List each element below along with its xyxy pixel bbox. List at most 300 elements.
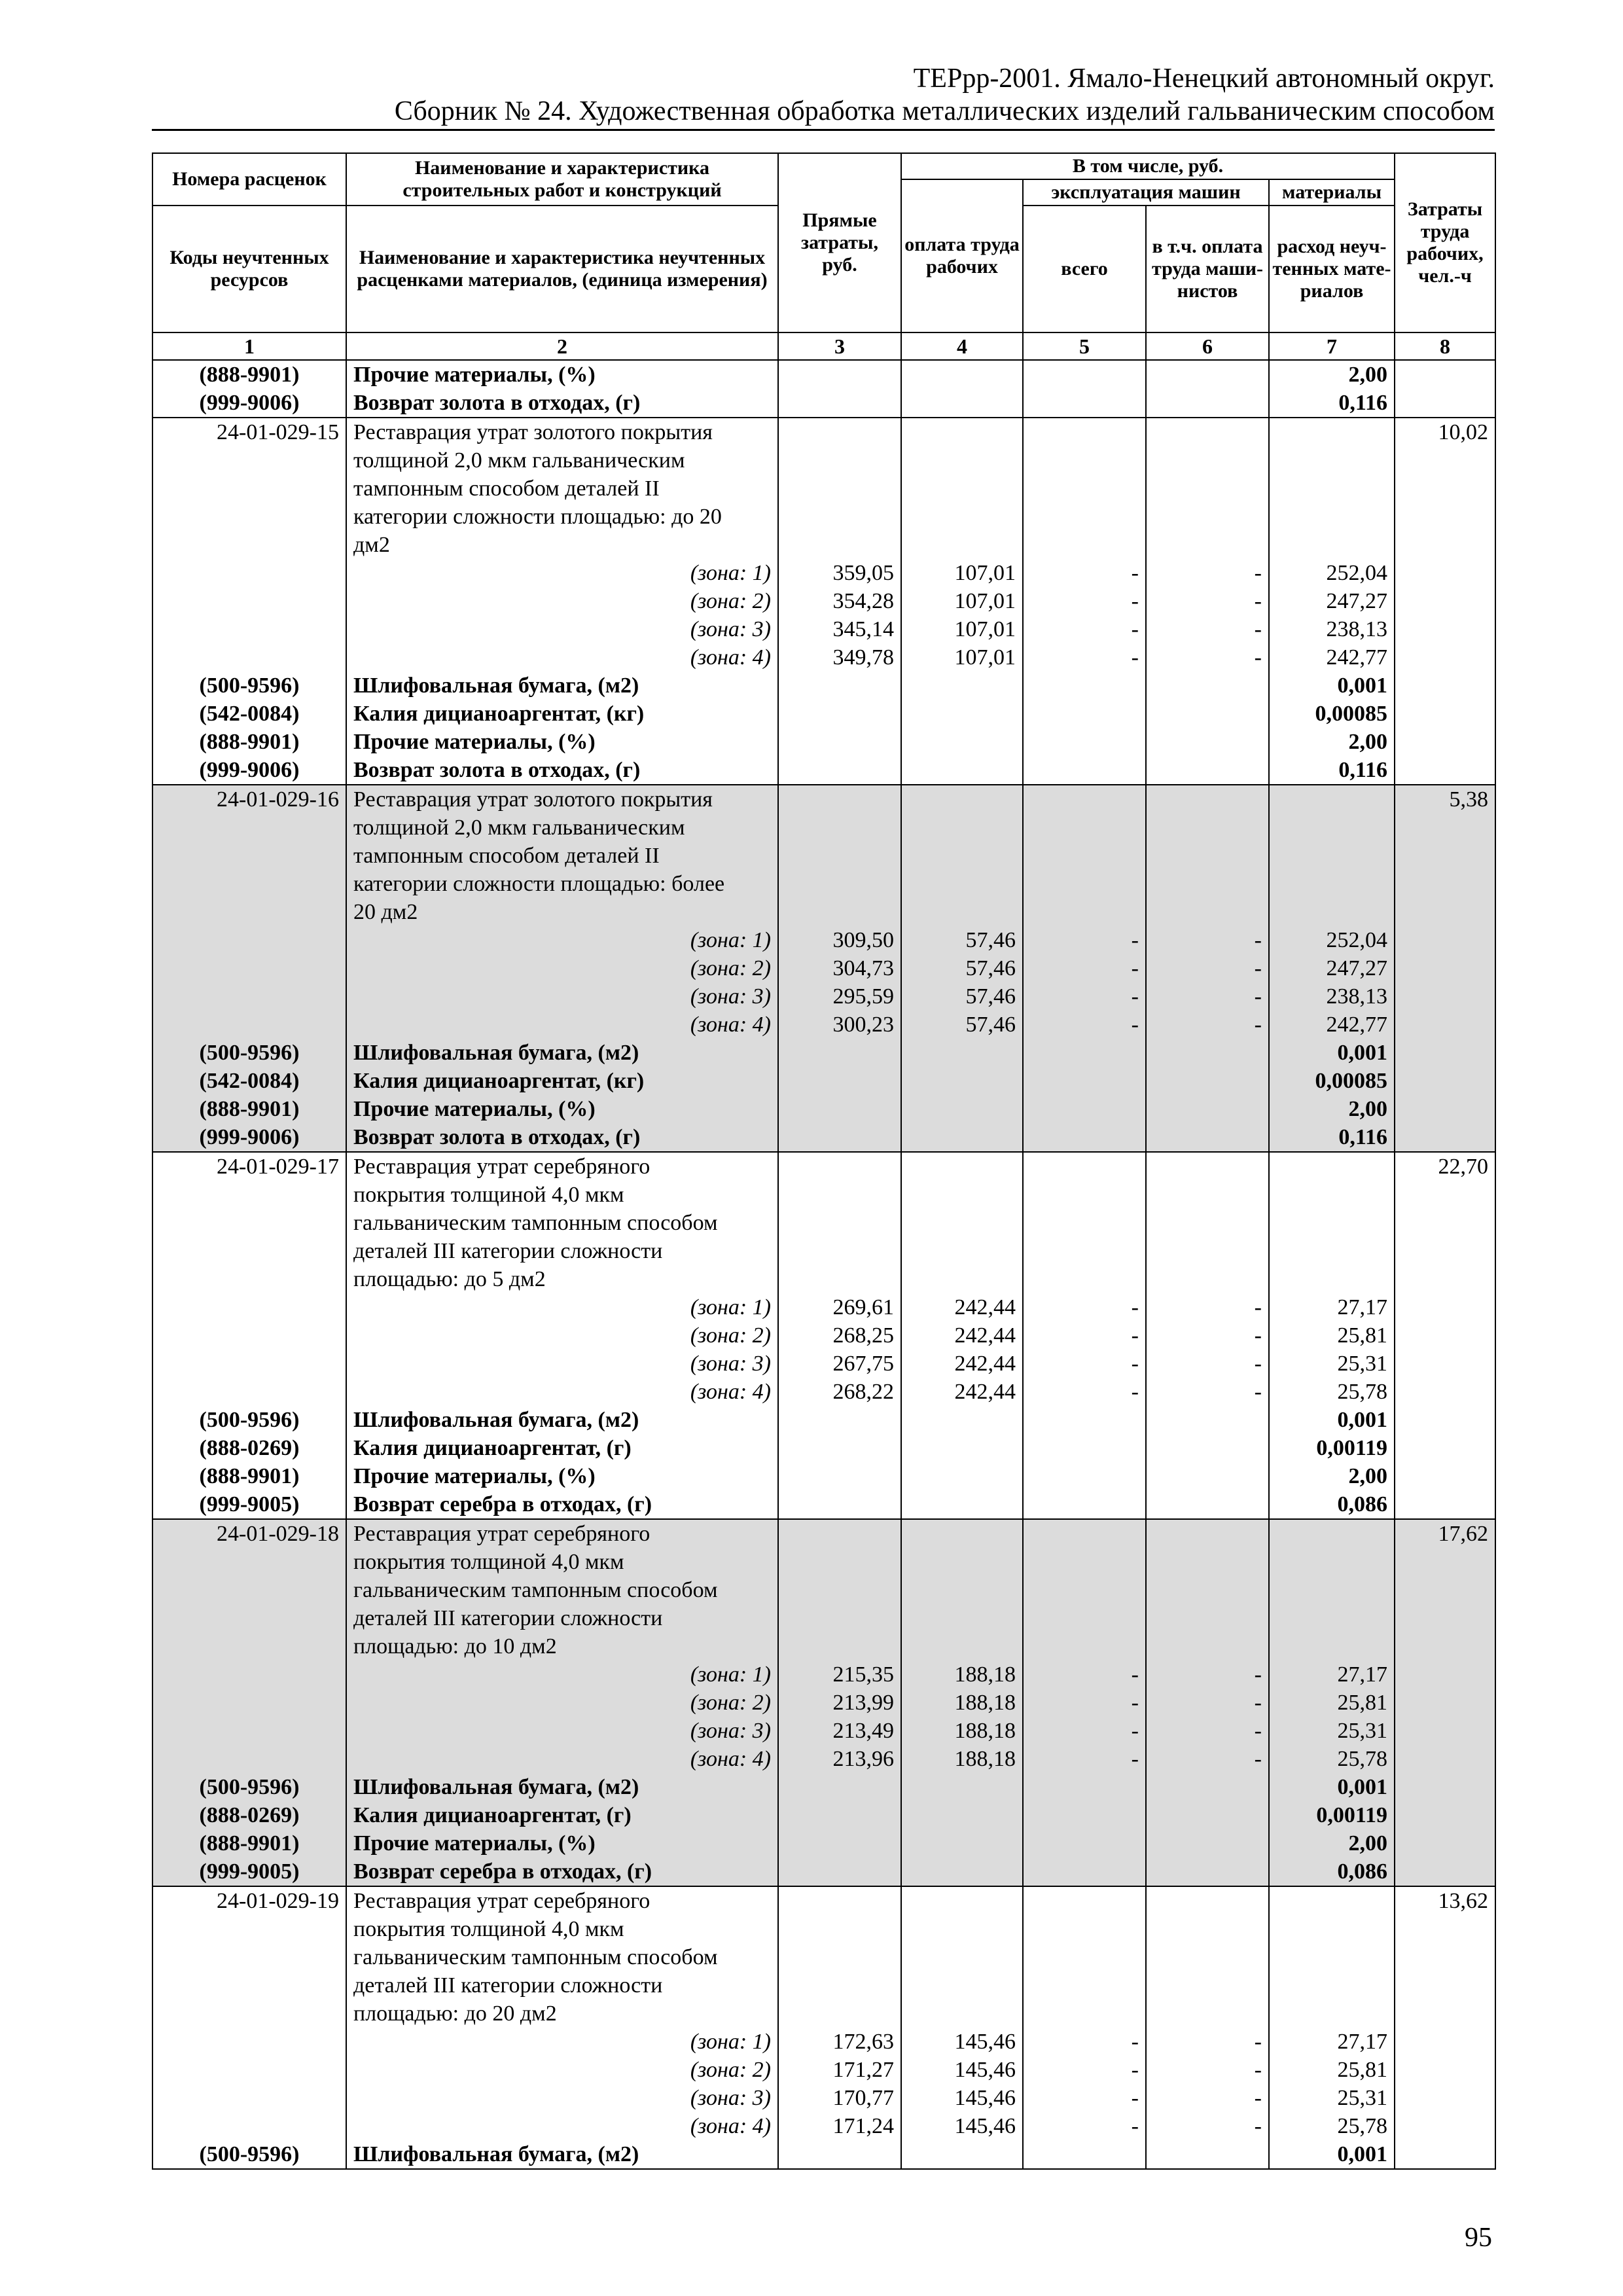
materials-cost: 25,31 [1269, 1350, 1395, 1378]
empty-cell [1395, 615, 1495, 643]
empty-cell [778, 814, 901, 842]
zone-row [152, 615, 1495, 643]
empty-cell [1146, 1237, 1269, 1265]
direct-costs: 354,28 [778, 587, 901, 615]
empty-cell [778, 360, 901, 389]
empty-cell [778, 1095, 901, 1123]
resource-code: (888-0269) [152, 1801, 346, 1829]
worker-pay: 107,01 [901, 615, 1023, 643]
operator-pay: - [1146, 1011, 1269, 1039]
labor-costs: 22,70 [1395, 1152, 1495, 1181]
empty-cell [901, 2140, 1023, 2169]
empty-cell [1023, 360, 1146, 389]
zone-label: (зона: 3) [346, 1350, 778, 1378]
materials-cost: 27,17 [1269, 1660, 1395, 1689]
empty-cell [1269, 1886, 1395, 1915]
zone-label: (зона: 2) [346, 1689, 778, 1717]
zone-label: (зона: 4) [346, 1011, 778, 1039]
empty-cell [1023, 785, 1146, 814]
empty-cell [901, 2000, 1023, 2028]
resource-row [152, 728, 1495, 756]
empty-cell [1395, 1265, 1495, 1293]
resource-row [152, 1095, 1495, 1123]
rate-code: 24-01-029-19 [152, 1886, 346, 1915]
rate-description-line: Реставрация утрат серебряного [346, 1519, 778, 1548]
worker-pay: 242,44 [901, 1350, 1023, 1378]
resource-row [152, 1434, 1495, 1462]
empty-cell [1023, 1095, 1146, 1123]
empty-cell [1395, 700, 1495, 728]
empty-cell [778, 1181, 901, 1209]
rate-row [152, 1886, 1495, 1915]
empty-cell [778, 389, 901, 418]
empty-cell [778, 1265, 901, 1293]
column-number: 6 [1146, 332, 1269, 360]
empty-cell [1146, 1434, 1269, 1462]
header-labor-costs: Затраты труда рабочих, чел.-ч [1395, 153, 1495, 332]
resource-consumption: 0,00119 [1269, 1434, 1395, 1462]
empty-cell [1395, 1095, 1495, 1123]
empty-cell [778, 475, 901, 503]
direct-costs: 349,78 [778, 643, 901, 672]
empty-cell [152, 898, 346, 926]
empty-cell [1395, 1209, 1495, 1237]
zone-label: (зона: 2) [346, 954, 778, 982]
empty-cell [1023, 1886, 1146, 1915]
empty-cell [1023, 1434, 1146, 1462]
resource-consumption: 2,00 [1269, 1829, 1395, 1857]
empty-cell [152, 446, 346, 475]
empty-cell [1023, 418, 1146, 446]
resource-code: (542-0084) [152, 700, 346, 728]
empty-cell [1269, 531, 1395, 559]
machines-total: - [1023, 1745, 1146, 1773]
rate-description-line: гальваническим тампонным способом [346, 1209, 778, 1237]
operator-pay: - [1146, 587, 1269, 615]
empty-cell [901, 700, 1023, 728]
worker-pay: 57,46 [901, 982, 1023, 1011]
empty-cell [1269, 1576, 1395, 1604]
machines-total: - [1023, 982, 1146, 1011]
rate-description-row [152, 1548, 1495, 1576]
empty-cell [778, 728, 901, 756]
empty-cell [1395, 360, 1495, 389]
empty-cell [152, 1971, 346, 2000]
materials-cost: 27,17 [1269, 2028, 1395, 2056]
empty-cell [1395, 1011, 1495, 1039]
operator-pay: - [1146, 982, 1269, 1011]
empty-cell [1395, 1604, 1495, 1632]
empty-cell [152, 1632, 346, 1660]
empty-cell [1146, 389, 1269, 418]
direct-costs: 345,14 [778, 615, 901, 643]
operator-pay: - [1146, 954, 1269, 982]
empty-cell [1269, 814, 1395, 842]
empty-cell [778, 2140, 901, 2169]
empty-cell [152, 1576, 346, 1604]
machines-total: - [1023, 615, 1146, 643]
zone-label: (зона: 3) [346, 615, 778, 643]
empty-cell [1146, 1152, 1269, 1181]
empty-cell [778, 1971, 901, 2000]
direct-costs: 172,63 [778, 2028, 901, 2056]
worker-pay: 107,01 [901, 587, 1023, 615]
materials-cost: 25,78 [1269, 2112, 1395, 2140]
rate-description-row [152, 1915, 1495, 1943]
empty-cell [901, 531, 1023, 559]
empty-cell [1395, 672, 1495, 700]
rate-description-row [152, 1576, 1495, 1604]
direct-costs: 213,49 [778, 1717, 901, 1745]
empty-cell [1146, 1039, 1269, 1067]
direct-costs: 171,27 [778, 2056, 901, 2084]
rate-description-line: площадью: до 5 дм2 [346, 1265, 778, 1293]
empty-cell [901, 475, 1023, 503]
operator-pay: - [1146, 2112, 1269, 2140]
empty-cell [901, 1886, 1023, 1915]
empty-cell [1023, 1067, 1146, 1095]
header-materials: материалы [1269, 179, 1395, 206]
empty-cell [1395, 1462, 1495, 1490]
empty-cell [152, 1293, 346, 1321]
machines-total: - [1023, 2112, 1146, 2140]
operator-pay: - [1146, 2056, 1269, 2084]
empty-cell [901, 842, 1023, 870]
rate-description-line: гальваническим тампонным способом [346, 1576, 778, 1604]
resource-code: (888-9901) [152, 1095, 346, 1123]
materials-cost: 242,77 [1269, 643, 1395, 672]
empty-cell [901, 1576, 1023, 1604]
empty-cell [778, 1067, 901, 1095]
empty-cell [152, 1745, 346, 1773]
resource-code: (888-9901) [152, 1462, 346, 1490]
zone-label: (зона: 3) [346, 982, 778, 1011]
empty-cell [1146, 1915, 1269, 1943]
resource-code: (999-9006) [152, 1123, 346, 1152]
zone-row [152, 1293, 1495, 1321]
worker-pay: 188,18 [901, 1660, 1023, 1689]
header-machine-operation: эксплуатация машин [1023, 179, 1269, 206]
header-rule [152, 129, 1495, 131]
empty-cell [1023, 728, 1146, 756]
operator-pay: - [1146, 1689, 1269, 1717]
empty-cell [778, 503, 901, 531]
operator-pay: - [1146, 559, 1269, 587]
empty-cell [1269, 475, 1395, 503]
direct-costs: 304,73 [778, 954, 901, 982]
resource-name: Возврат золота в отходах, (г) [346, 389, 778, 418]
empty-cell [1395, 2000, 1495, 2028]
zone-label: (зона: 2) [346, 587, 778, 615]
empty-cell [1023, 1971, 1146, 2000]
materials-cost: 247,27 [1269, 954, 1395, 982]
empty-cell [901, 898, 1023, 926]
empty-cell [1395, 898, 1495, 926]
empty-cell [1395, 1490, 1495, 1519]
resource-consumption: 0,00085 [1269, 700, 1395, 728]
empty-cell [1395, 475, 1495, 503]
header-material-name: Наименование и характеристика неучтенных расценками материалов, (единица измерения) [346, 206, 778, 332]
empty-cell [1146, 1943, 1269, 1971]
zone-row [152, 982, 1495, 1011]
resource-name: Возврат серебра в отходах, (г) [346, 1490, 778, 1519]
worker-pay: 57,46 [901, 926, 1023, 954]
empty-cell [1023, 842, 1146, 870]
empty-cell [1146, 1209, 1269, 1237]
empty-cell [1269, 1237, 1395, 1265]
empty-cell [1395, 1660, 1495, 1689]
rate-description-row [152, 1943, 1495, 1971]
empty-cell [1269, 1915, 1395, 1943]
empty-cell [1395, 503, 1495, 531]
header-machines-total: всего [1023, 206, 1146, 332]
column-number: 4 [901, 332, 1023, 360]
empty-cell [1269, 1971, 1395, 2000]
rate-description-line: покрытия толщиной 4,0 мкм [346, 1915, 778, 1943]
empty-cell [1146, 728, 1269, 756]
empty-cell [1395, 587, 1495, 615]
empty-cell [1146, 1548, 1269, 1576]
operator-pay: - [1146, 2084, 1269, 2112]
direct-costs: 268,22 [778, 1378, 901, 1406]
empty-cell [1395, 954, 1495, 982]
zone-label: (зона: 1) [346, 1293, 778, 1321]
empty-cell [778, 1406, 901, 1434]
empty-cell [778, 1490, 901, 1519]
empty-cell [152, 1915, 346, 1943]
resource-code: (500-9596) [152, 1773, 346, 1801]
worker-pay: 57,46 [901, 954, 1023, 982]
zone-row [152, 559, 1495, 587]
empty-cell [778, 1604, 901, 1632]
empty-cell [1395, 1915, 1495, 1943]
empty-cell [901, 446, 1023, 475]
empty-cell [778, 1576, 901, 1604]
empty-cell [1269, 898, 1395, 926]
empty-cell [1395, 1717, 1495, 1745]
empty-cell [1395, 559, 1495, 587]
empty-cell [152, 559, 346, 587]
machines-total: - [1023, 1011, 1146, 1039]
materials-cost: 252,04 [1269, 926, 1395, 954]
machines-total: - [1023, 2056, 1146, 2084]
empty-cell [1269, 842, 1395, 870]
resource-consumption: 0,001 [1269, 672, 1395, 700]
zone-label: (зона: 3) [346, 2084, 778, 2112]
resource-code: (999-9005) [152, 1490, 346, 1519]
rate-description-row [152, 842, 1495, 870]
empty-cell [152, 2056, 346, 2084]
empty-cell [152, 2028, 346, 2056]
resource-consumption: 0,001 [1269, 1406, 1395, 1434]
empty-cell [901, 814, 1023, 842]
machines-total: - [1023, 1717, 1146, 1745]
resource-code: (999-9006) [152, 756, 346, 785]
empty-cell [901, 418, 1023, 446]
empty-cell [1146, 418, 1269, 446]
worker-pay: 57,46 [901, 1011, 1023, 1039]
resource-code: (888-9901) [152, 1829, 346, 1857]
operator-pay: - [1146, 1293, 1269, 1321]
empty-cell [152, 1181, 346, 1209]
empty-cell [1395, 1857, 1495, 1886]
column-number: 1 [152, 332, 346, 360]
machines-total: - [1023, 926, 1146, 954]
resource-consumption: 2,00 [1269, 1095, 1395, 1123]
empty-cell [901, 870, 1023, 898]
empty-cell [1395, 1067, 1495, 1095]
rate-description-row [152, 503, 1495, 531]
resource-consumption: 0,001 [1269, 2140, 1395, 2169]
worker-pay: 145,46 [901, 2084, 1023, 2112]
empty-cell [152, 814, 346, 842]
empty-cell [1146, 1773, 1269, 1801]
rate-description-line: тампонным способом деталей II [346, 842, 778, 870]
empty-cell [778, 870, 901, 898]
empty-cell [1023, 1915, 1146, 1943]
worker-pay: 188,18 [901, 1689, 1023, 1717]
empty-cell [901, 1801, 1023, 1829]
rate-description-line: Реставрация утрат золотого покрытия [346, 418, 778, 446]
empty-cell [1146, 503, 1269, 531]
materials-cost: 238,13 [1269, 615, 1395, 643]
resource-name: Шлифовальная бумага, (м2) [346, 1773, 778, 1801]
machines-total: - [1023, 559, 1146, 587]
zone-row [152, 1745, 1495, 1773]
resource-code: (999-9005) [152, 1857, 346, 1886]
operator-pay: - [1146, 1378, 1269, 1406]
empty-cell [1146, 1632, 1269, 1660]
empty-cell [901, 1434, 1023, 1462]
resource-consumption: 0,00085 [1269, 1067, 1395, 1095]
empty-cell [901, 1490, 1023, 1519]
empty-cell [1269, 503, 1395, 531]
empty-cell [1146, 2140, 1269, 2169]
empty-cell [1395, 1039, 1495, 1067]
zone-row [152, 2112, 1495, 2140]
empty-cell [1023, 1152, 1146, 1181]
worker-pay: 242,44 [901, 1378, 1023, 1406]
empty-cell [1146, 814, 1269, 842]
empty-cell [1269, 1632, 1395, 1660]
rate-description-row [152, 1209, 1495, 1237]
resource-code: (888-9901) [152, 360, 346, 389]
resource-consumption: 0,116 [1269, 389, 1395, 418]
resource-code: (888-9901) [152, 728, 346, 756]
zone-label: (зона: 1) [346, 559, 778, 587]
empty-cell [1146, 1095, 1269, 1123]
empty-cell [1023, 1604, 1146, 1632]
rate-description-row [152, 2000, 1495, 2028]
operator-pay: - [1146, 1660, 1269, 1689]
zone-label: (зона: 3) [346, 1717, 778, 1745]
resource-consumption: 0,116 [1269, 1123, 1395, 1152]
machines-total: - [1023, 1660, 1146, 1689]
zone-row [152, 1717, 1495, 1745]
empty-cell [1395, 643, 1495, 672]
labor-costs: 10,02 [1395, 418, 1495, 446]
resource-name: Калия дицианоаргентат, (г) [346, 1801, 778, 1829]
empty-cell [1395, 1293, 1495, 1321]
zone-row [152, 643, 1495, 672]
empty-cell [1146, 475, 1269, 503]
empty-cell [152, 1943, 346, 1971]
zone-label: (зона: 2) [346, 1321, 778, 1350]
empty-cell [901, 1181, 1023, 1209]
resource-row [152, 360, 1495, 389]
empty-cell [152, 982, 346, 1011]
empty-cell [1023, 446, 1146, 475]
empty-cell [901, 1857, 1023, 1886]
resource-code: (500-9596) [152, 1039, 346, 1067]
direct-costs: 170,77 [778, 2084, 901, 2112]
empty-cell [152, 587, 346, 615]
empty-cell [778, 418, 901, 446]
resource-consumption: 0,00119 [1269, 1801, 1395, 1829]
empty-cell [1395, 1123, 1495, 1152]
empty-cell [1395, 1773, 1495, 1801]
empty-cell [1395, 1548, 1495, 1576]
direct-costs: 300,23 [778, 1011, 901, 1039]
empty-cell [901, 1123, 1023, 1152]
operator-pay: - [1146, 2028, 1269, 2056]
empty-cell [901, 785, 1023, 814]
empty-cell [1395, 531, 1495, 559]
empty-cell [901, 672, 1023, 700]
empty-cell [1395, 2140, 1495, 2169]
empty-cell [1023, 1857, 1146, 1886]
empty-cell [1395, 389, 1495, 418]
rate-description-line: тампонным способом деталей II [346, 475, 778, 503]
operator-pay: - [1146, 1321, 1269, 1350]
resource-consumption: 2,00 [1269, 360, 1395, 389]
empty-cell [1395, 1971, 1495, 2000]
rate-description-line: площадью: до 10 дм2 [346, 1632, 778, 1660]
empty-cell [152, 531, 346, 559]
rate-description-line: дм2 [346, 531, 778, 559]
empty-cell [152, 2112, 346, 2140]
rate-description-line: деталей III категории сложности [346, 1604, 778, 1632]
empty-cell [778, 842, 901, 870]
empty-cell [152, 1265, 346, 1293]
resource-row [152, 1039, 1495, 1067]
empty-cell [778, 1915, 901, 1943]
rate-description-line: Реставрация утрат серебряного [346, 1886, 778, 1915]
rate-description-line: толщиной 2,0 мкм гальваническим [346, 446, 778, 475]
operator-pay: - [1146, 1350, 1269, 1378]
rate-row [152, 1519, 1495, 1548]
empty-cell [778, 2000, 901, 2028]
empty-cell [901, 1829, 1023, 1857]
rates-table [152, 152, 1496, 2170]
zone-row [152, 1378, 1495, 1406]
empty-cell [1269, 1943, 1395, 1971]
materials-cost: 25,31 [1269, 2084, 1395, 2112]
rate-description-line: гальваническим тампонным способом [346, 1943, 778, 1971]
empty-cell [152, 1717, 346, 1745]
zone-label: (зона: 2) [346, 2056, 778, 2084]
empty-cell [778, 1548, 901, 1576]
materials-cost: 238,13 [1269, 982, 1395, 1011]
empty-cell [1395, 728, 1495, 756]
empty-cell [1146, 1123, 1269, 1152]
empty-cell [778, 1801, 901, 1829]
empty-cell [152, 1350, 346, 1378]
zone-label: (зона: 4) [346, 1745, 778, 1773]
empty-cell [1146, 1181, 1269, 1209]
empty-cell [1146, 1829, 1269, 1857]
rate-description-row [152, 898, 1495, 926]
